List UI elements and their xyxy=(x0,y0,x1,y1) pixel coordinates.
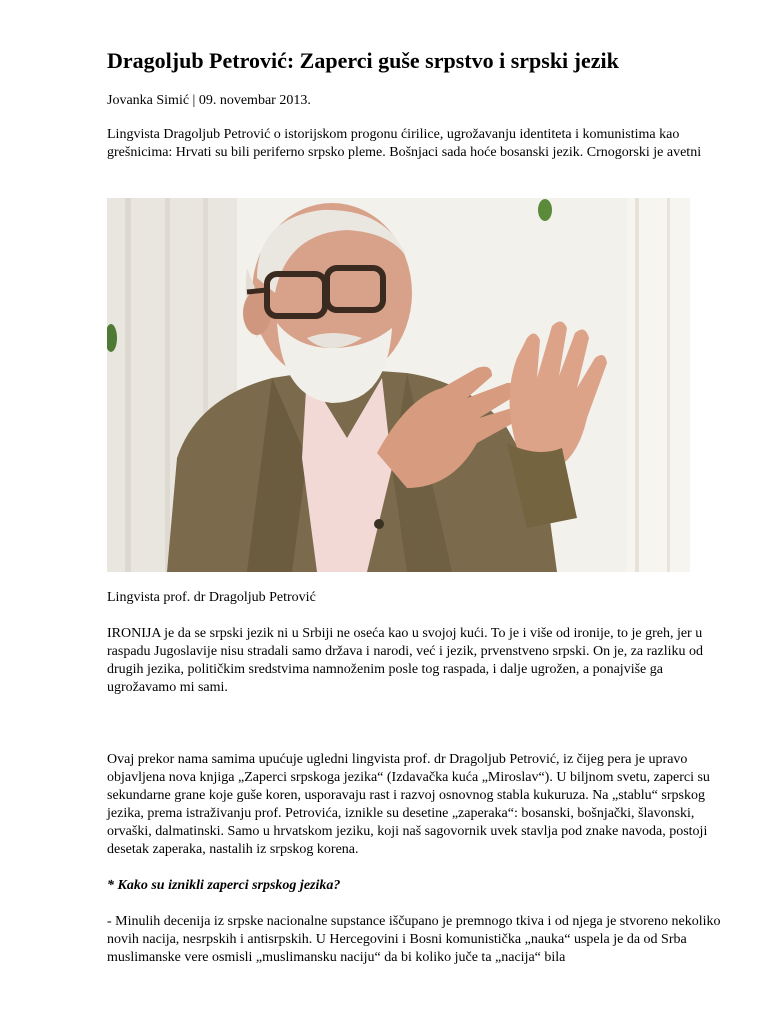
article-lede: Lingvista Dragoljub Petrović o istorijskom progonu ćirilice, ugrožavanju identiteta i komunistima kao grešnicima: Hrvati su bili periferno srpsko pleme. Bošnjaci sada hoće bosanski jezik. Crnogorski je avetni xyxy=(107,127,702,160)
article-paragraph: IRONIJA je da se srpski jezik ni u Srbiji ne oseća kao u svojoj kući. To je i više od ironije, to je greh, jer u raspadu Jugoslavije nisu stradali samo država i narodi, već i jezik, prvenstveno srpski. On je, za razliku od drugih jezika, političkim sredstvima namnoženim posle tog raspada, i dalje ugrožen, a ponajviše ga ugrožavamo mi sami. xyxy=(107,626,703,695)
interview-answer: - Minulih decenija iz srpske nacionalne supstance iščupano je premnogo tkiva i od njega je stvoreno nekoliko novih nacija, nesrpskih i antisrpskih. U Hercegovini i Bosni komunistička „nauka“ uspela je da od Srba muslimanske vere osmisli „muslimansku naciju“ da bi koliko juče ta „nacija“ bila xyxy=(107,914,721,965)
article-paragraph: Ovaj prekor nama samima upućuje ugledni lingvista prof. dr Dragoljub Petrović, iz čijeg pera je upravo objavljena nova knjiga „Zaperci srpskoga jezika“ (Izdavačka kuća „Miroslav“). U biljnom svetu, zaperci su sekundarne grane koje guše koren, usporavaju rast i razvoj osnovnog stabla kukuruza. Na „stablu“ srpskog jezika, prema istraživanju prof. Petrovića, iznikle su desetine „zaperaka“: bosanski, bošnjački, šlavonski, orvaški, dalmatinski. Samo u hrvatskom jeziku, koji naš sagovornik uvek stavlja pod znake navoda, postoji desetak zaperaka, nastalih iz srpskog korena. xyxy=(107,752,710,857)
portrait-illustration xyxy=(107,198,690,572)
article-byline: Jovanka Simić | 09. novembar 2013. xyxy=(107,93,311,108)
article-title: Dragoljub Petrović: Zaperci guše srpstvo i srpski jezik xyxy=(107,48,619,73)
article-photo xyxy=(107,198,690,572)
interview-question: * Kako su iznikli zaperci srpskog jezika? xyxy=(107,878,341,893)
photo-caption: Lingvista prof. dr Dragoljub Petrović xyxy=(107,590,316,605)
